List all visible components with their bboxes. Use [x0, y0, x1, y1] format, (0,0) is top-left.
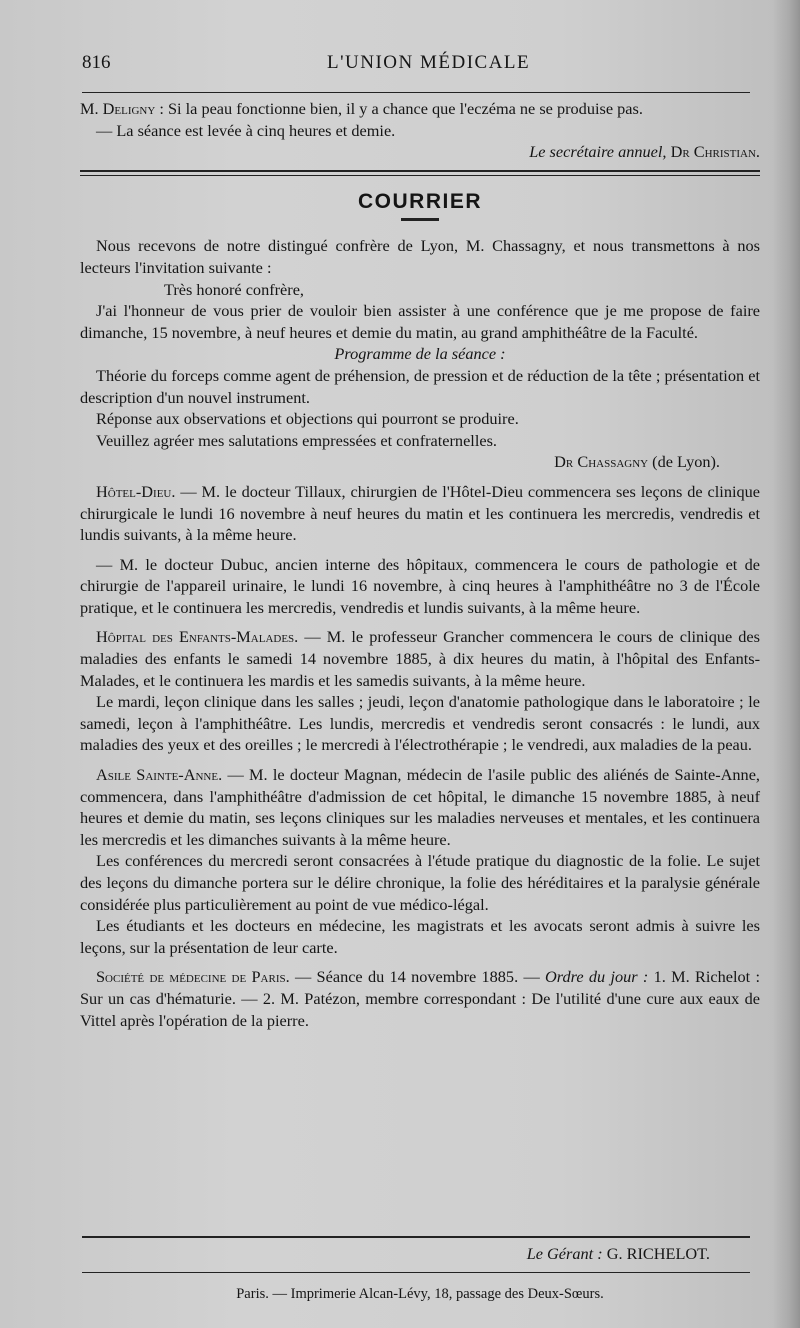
printer-imprint: Paris. — Imprimerie Alcan-Lévy, 18, passage des Deux-Sœurs. [236, 1286, 604, 1302]
hotel-dieu-notice [80, 481, 760, 546]
header-rule [82, 92, 750, 93]
secretary-name: Dr Christian. [666, 142, 760, 162]
societe-order: Ordre du jour : [545, 967, 649, 987]
enfants-malades-label: Hôpital des Enfants-Malades. [96, 627, 299, 647]
speaker-name: M. Deligny [80, 99, 156, 118]
session-adjourned: — La séance est levée à cinq heures et demie. [96, 120, 396, 140]
societe-text: — Séance du 14 novembre 1885. — [289, 967, 546, 987]
section-divider [80, 167, 760, 183]
divider-thick [80, 170, 760, 172]
journal-title: L'UNION MÉDICALE [327, 52, 531, 73]
signature-place: (de Lyon). [648, 452, 720, 472]
letter-signature [80, 451, 760, 473]
letter-invitation: J'ai l'honneur de vous prier de vouloir bien assister à une conférence que je me propose de faire dimanche, 15 novembre, à neuf heures et demie du matin, au grand amphithéâtre de la Faculté. [80, 301, 760, 342]
letter-regards: Veuillez agréer mes salutations empressées et confraternelles. [96, 430, 497, 450]
page-header [82, 46, 752, 86]
asile-text: — M. le docteur Magnan, médecin de l'asile public des aliénés de Sainte-Anne, commencera, dans l'amphithéâtre d'admission de cet hôpital, le dimanche 15 novembre 1885, à neuf heures et demie du matin, ses leçons cliniques sur les maladies nerveuses et mentales, et les continuera les mercredis et les dimanches suivants à la même heure. [80, 765, 760, 849]
programme-responses: Réponse aux observations et objections qui pourront se produire. [96, 409, 519, 429]
dubuc-notice: — M. le docteur Dubuc, ancien interne des hôpitaux, commencera le cours de pathologie et de chirurgie de l'appareil urinaire, le lundi 16 novembre, à cinq heures à l'amphithéâtre no 3 de l'École pratique, et le continuera les mercredis, vendredis et lundis suivants, à la même heure. [80, 554, 760, 617]
letter-salutation: Très honoré confrère, [164, 279, 305, 299]
page-number: 816 [82, 52, 111, 73]
enfants-malades-notice [80, 626, 760, 691]
gerant-signature [80, 1244, 710, 1264]
article-body [80, 98, 760, 1031]
societe-label: Société de médecine de Paris. [96, 967, 290, 987]
asile-students: Les étudiants et les docteurs en médecine, les magistrats et les avocats seront admis à suivre les leçons, sur la présentation de leur carte. [80, 916, 760, 957]
secretary-role: Le secrétaire annuel, [529, 142, 667, 162]
signature-name: Dr Chassagny [554, 452, 649, 472]
enfants-malades-schedule: Le mardi, leçon clinique dans les salles ; jeudi, leçon d'anatomie pathologique dans le laboratoire ; le samedi, leçon à l'amphithéâtre. Les lundis, mercredis et vendredis seront consacrés : le lundi, aux maladies des yeux et des oreilles ; le mercredi à l'électrothérapie ; le vendredi, aux maladies de la peau. [80, 692, 760, 755]
asile-conferences: Les conférences du mercredi seront consacrées à l'étude pratique du diagnostic de la folie. Le sujet des leçons du dimanche portera sur le délire chronique, la folie des héréditaires et la paralysie générale considérée plus particulièrement au point de vue médico-légal. [80, 851, 760, 914]
page-shadow [772, 0, 800, 1328]
section-title: COURRIER [357, 189, 482, 213]
speaker-remark: : Si la peau fonctionne bien, il y a chance que l'eczéma ne se produise pas. [155, 99, 643, 118]
courrier-intro: Nous recevons de notre distingué confrère de Lyon, M. Chassagny, et nous transmettons à nos lecteurs l'invitation suivante : [80, 236, 760, 277]
secretary-signature [80, 141, 760, 163]
asile-notice [80, 764, 760, 850]
divider-thin [80, 175, 760, 176]
title-dash [401, 218, 439, 221]
societe-notice [80, 966, 760, 1031]
societe-items: 1. M. Richelot : Sur un cas d'hématurie. — 2. M. Patézon, membre correspondant : De l'utilité d'une cure aux eaux de Vittel après l'opération de la pierre. [80, 967, 760, 1030]
closing-remark [80, 98, 760, 120]
programme-heading: Programme de la séance : [334, 344, 506, 364]
programme-text: Théorie du forceps comme agent de préhension, de pression et de réduction de la tête ; présentation et description d'un nouvel instrument. [80, 365, 760, 407]
enfants-malades-text: — M. le professeur Grancher commencera le cours de clinique des maladies des enfants le samedi 14 novembre 1885, à dix heures du matin, à l'hôpital des Enfants-Malades, et le continuera les mardis et les samedis suivants, à la même heure. [80, 627, 760, 690]
hotel-dieu-label: Hôtel-Dieu. [96, 481, 176, 501]
asile-label: Asile Sainte-Anne. [96, 765, 223, 785]
gerant-label: Le Gérant : [526, 1244, 603, 1263]
gerant-name: G. RICHELOT. [602, 1244, 710, 1263]
footer-rule [82, 1236, 750, 1238]
imprint-rule [82, 1272, 750, 1273]
hotel-dieu-text: — M. le docteur Tillaux, chirurgien de l'Hôtel-Dieu commencera ses leçons de clinique chirurgicale le lundi 16 novembre à neuf heures du matin et les continuera les mercredis, vendredis et lundis suivants, à la même heure. [80, 481, 760, 545]
